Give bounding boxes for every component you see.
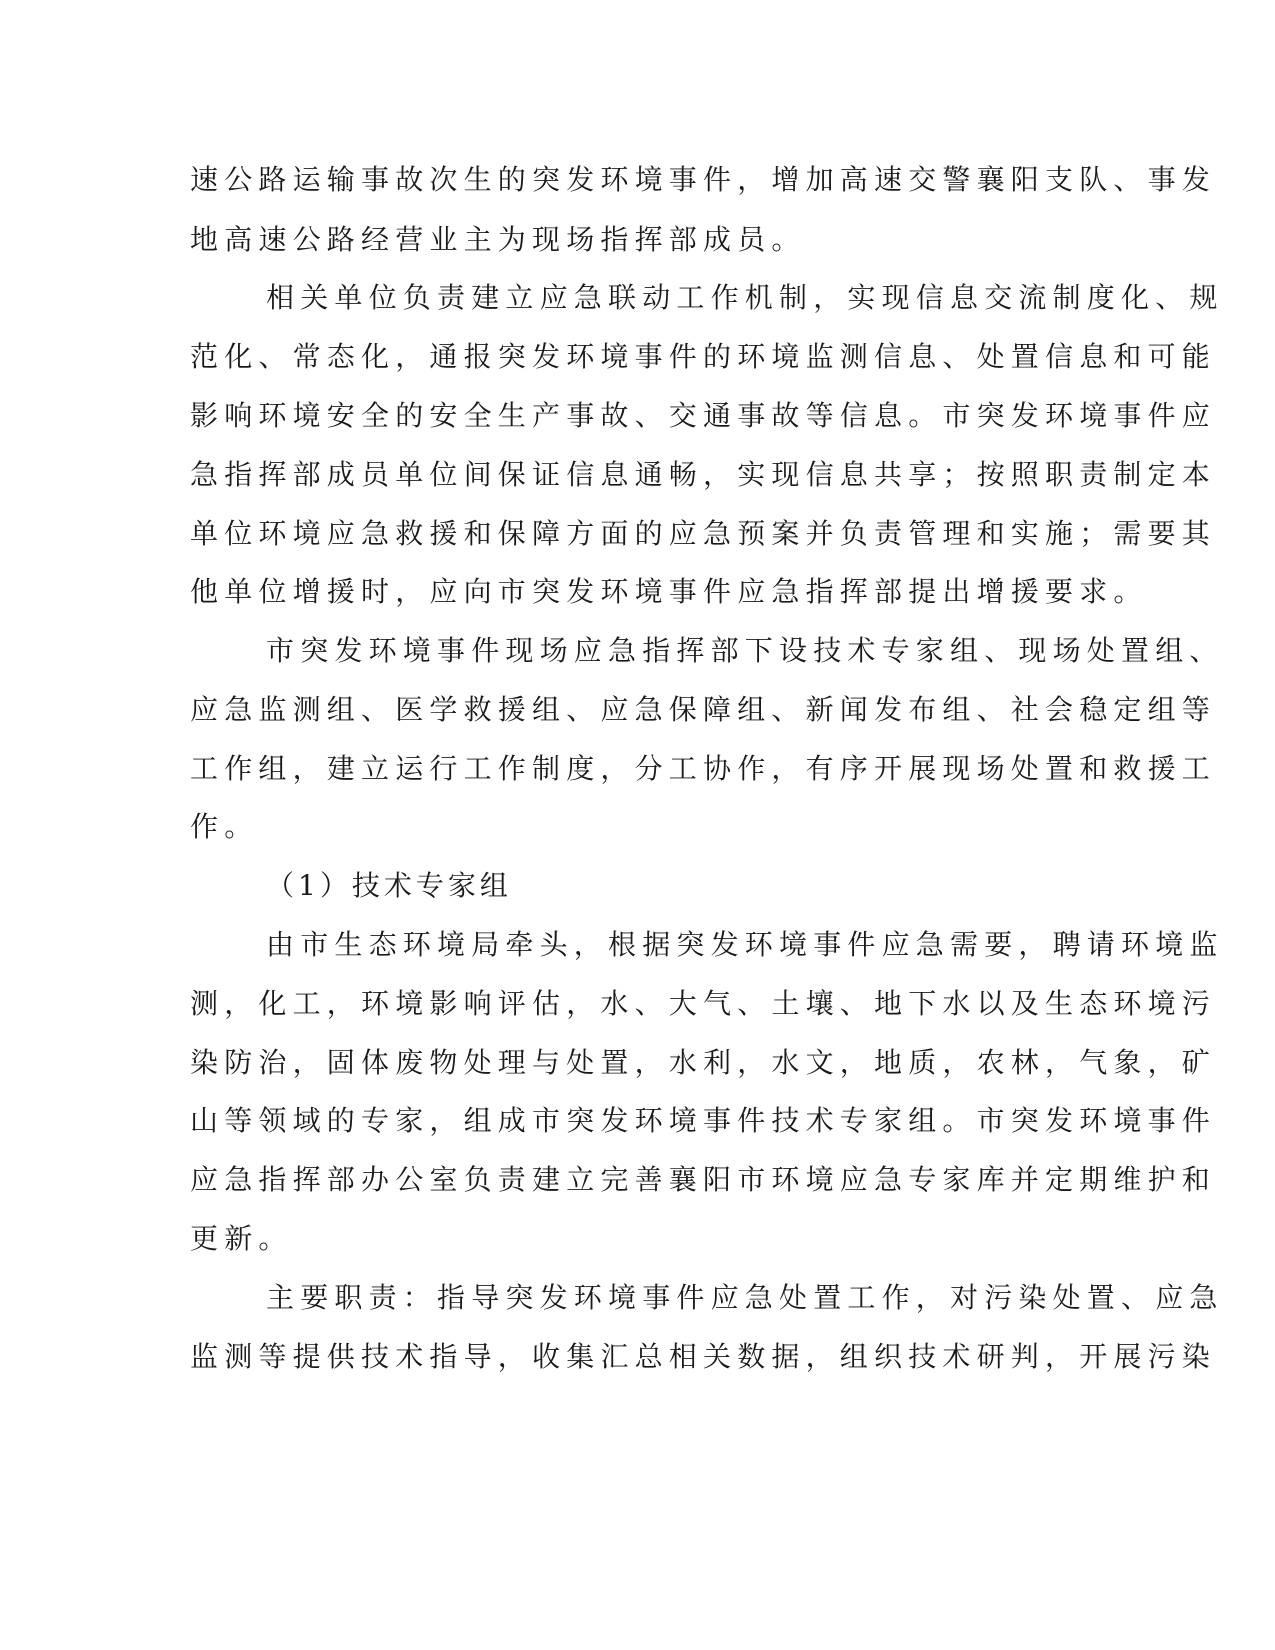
text-line: 单位环境应急救援和保障方面的应急预案并负责管理和实施；需要其	[190, 517, 1217, 550]
text-line: 速公路运输事故次生的突发环境事件，增加高速交警襄阳支队、事发	[190, 163, 1217, 196]
text-line: 更新。	[190, 1222, 293, 1255]
paragraph-start-line: 相关单位负责建立应急联动工作机制，实现信息交流制度化、规	[266, 281, 1224, 314]
text-line: 山等领域的专家，组成市突发环境事件技术专家组。市突发环境事件	[190, 1104, 1217, 1137]
text-line: 工作组，建立运行工作制度，分工协作，有序开展现场处置和救援工	[190, 752, 1217, 785]
text-line: 应急监测组、医学救援组、应急保障组、新闻发布组、社会稳定组等	[190, 693, 1217, 726]
paragraph-start-line: 市突发环境事件现场应急指挥部下设技术专家组、现场处置组、	[266, 634, 1224, 667]
text-line: 急指挥部成员单位间保证信息通畅，实现信息共享；按照职责制定本	[190, 458, 1217, 491]
text-line: 地高速公路经营业主为现场指挥部成员。	[190, 223, 806, 256]
text-line: 范化、常态化，通报突发环境事件的环境监测信息、处置信息和可能	[190, 340, 1217, 373]
text-line: 染防治，固体废物处理与处置，水利，水文，地质，农林，气象，矿	[190, 1046, 1217, 1079]
section-heading: （1）技术专家组	[266, 869, 512, 902]
text-line: 应急指挥部办公室负责建立完善襄阳市环境应急专家库并定期维护和	[190, 1163, 1217, 1196]
text-line: 作。	[190, 810, 259, 843]
text-line: 影响环境安全的安全生产事故、交通事故等信息。市突发环境事件应	[190, 399, 1217, 432]
text-line: 测，化工，环境影响评估，水、大气、土壤、地下水以及生态环境污	[190, 987, 1217, 1020]
text-line: 他单位增援时，应向市突发环境事件应急指挥部提出增援要求。	[190, 575, 1148, 608]
paragraph-start-line: 主要职责：指导突发环境事件应急处置工作，对污染处置、应急	[266, 1281, 1224, 1314]
paragraph-start-line: 由市生态环境局牵头，根据突发环境事件应急需要，聘请环境监	[266, 928, 1224, 961]
text-line: 监测等提供技术指导，收集汇总相关数据，组织技术研判，开展污染	[190, 1340, 1217, 1373]
